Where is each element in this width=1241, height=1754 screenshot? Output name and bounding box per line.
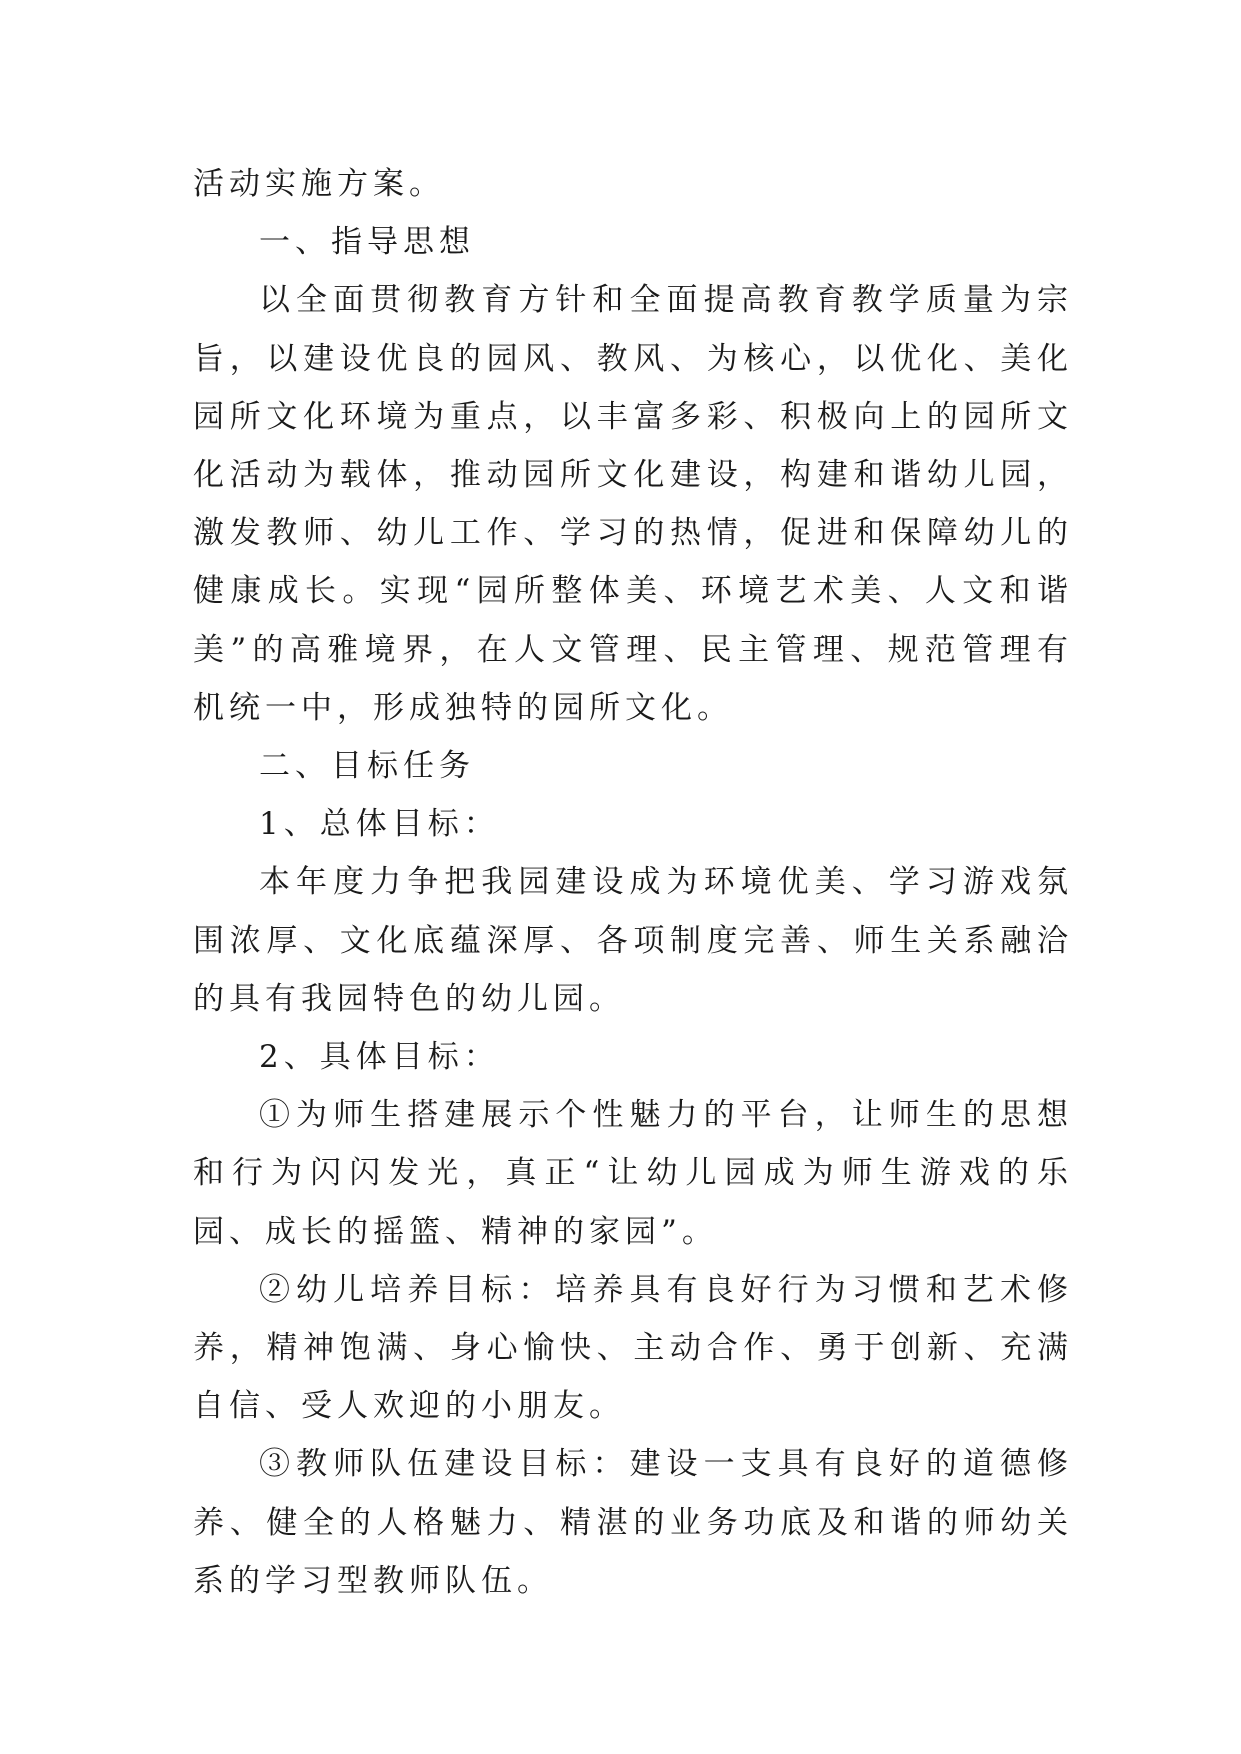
paragraph-continuation: 活动实施方案。 — [193, 166, 445, 202]
section-heading-guiding-ideology: 一、指导思想 — [259, 224, 475, 261]
subheading-overall-goal: 1、总体目标： — [259, 806, 500, 843]
list-item-goal-2: ②幼儿培养目标：培养具有良好行为习惯和艺术修养，精神饱满、身心愉快、主动合作、勇于创新、充满自信、受人欢迎的小朋友。 — [193, 1271, 1073, 1425]
document-body — [193, 155, 1073, 1610]
list-item-goal-3: ③教师队伍建设目标：建设一支具有良好的道德修养、健全的人格魅力、精湛的业务功底及和谐的师幼关系的学习型教师队伍。 — [193, 1446, 1073, 1599]
section-heading-goals: 二、目标任务 — [259, 748, 475, 785]
list-item-goal-1: ①为师生搭建展示个性魅力的平台，让师生的思想和行为闪闪发光，真正“让幼儿园成为师生游戏的乐园、成长的摇篮、精神的家园”。 — [193, 1097, 1073, 1250]
subheading-specific-goals: 2、具体目标： — [259, 1039, 500, 1076]
paragraph-guiding-ideology: 以全面贯彻教育方针和全面提高教育教学质量为宗旨，以建设优良的园风、教风、为核心，以优化、美化园所文化环境为重点，以丰富多彩、积极向上的园所文化活动为载体，推动园所文化建设，构建和谐幼儿园，激发教师、幼儿工作、学习的热情，促进和保障幼儿的健康成长。实现“园所整体美、环境艺术美、人文和谐美”的高雅境界，在人文管理、民主管理、规范管理有机统一中，形成独特的园所文化。 — [193, 282, 1073, 726]
paragraph-overall-goal: 本年度力争把我园建设成为环境优美、学习游戏氛围浓厚、文化底蕴深厚、各项制度完善、师生关系融洽的具有我园特色的幼儿园。 — [193, 864, 1073, 1017]
